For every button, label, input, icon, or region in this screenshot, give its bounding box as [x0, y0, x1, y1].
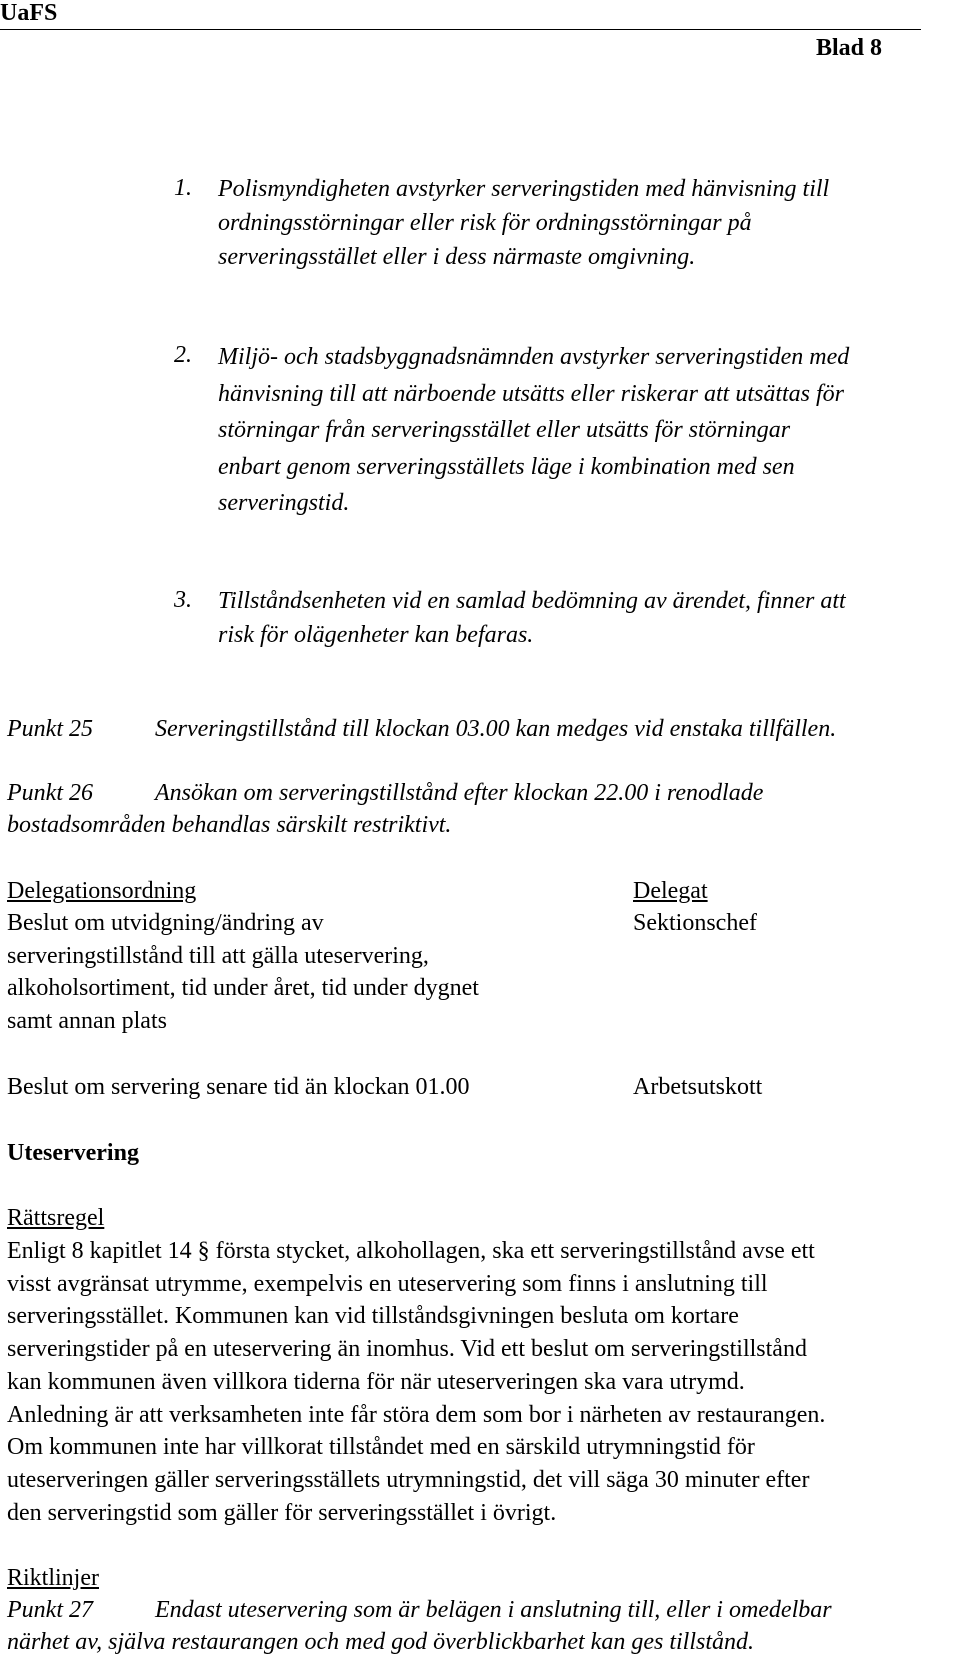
delegation-row2-delegate: Arbetsutskott	[633, 1074, 763, 1100]
item-2-number: 2.	[174, 342, 192, 368]
rule-line: Enligt 8 kapitlet 14 § första stycket, alkohollagen, ska ett serveringstillstånd avse ett	[7, 1238, 815, 1264]
rule-heading: Rättsregel	[7, 1205, 105, 1231]
delegation-col1-header: Delegationsordning	[7, 878, 197, 904]
rule-line: Anledning är att verksamheten inte får störa dem som bor i närheten av restaurangen.	[7, 1401, 826, 1428]
item-2-line: serveringstid.	[218, 490, 350, 516]
delegation-row1-line: samt annan plats	[7, 1007, 167, 1034]
rule-line: uteserveringen gäller serveringsställets utrymningstid, det vill säga 30 minuter efter	[7, 1466, 810, 1493]
delegation-row1-text	[7, 907, 479, 1037]
rule-line: serveringstider på en uteservering än inomhus. Vid ett beslut om serveringstillstånd	[7, 1336, 807, 1363]
header-org: UaFS	[0, 0, 58, 26]
punkt-27-line1: Endast uteservering som är belägen i anslutning till, eller i omedelbar	[155, 1597, 832, 1623]
item-2-line: störningar från serveringsstället eller utsätts för störningar	[218, 417, 791, 443]
page-number: Blad 8	[816, 35, 883, 61]
item-2-line: hänvisning till att närboende utsätts eller riskerar att utsättas för	[218, 380, 845, 407]
item-2-line: Miljö- och stadsbyggnadsnämnden avstyrker serveringstiden med	[218, 344, 850, 370]
punkt-25-text: Serveringstillstånd till klockan 03.00 kan medges vid enstaka tillfällen.	[155, 716, 837, 742]
item-3-line: Tillståndsenheten vid en samlad bedömning av ärendet, finner att	[218, 588, 846, 614]
item-3-text	[218, 584, 846, 652]
delegation-row1-line: alkoholsortiment, tid under året, tid under dygnet	[7, 975, 479, 1001]
rule-line: visst avgränsat utrymme, exempelvis en uteservering som finns i anslutning till	[7, 1270, 768, 1297]
delegation-row1-delegate: Sektionschef	[633, 910, 757, 936]
item-1-line: ordningsstörningar eller risk för ordningsstörningar på	[218, 210, 752, 236]
item-3-line: risk för olägenheter kan befaras.	[218, 622, 534, 648]
item-2-line: enbart genom serveringsställets läge i kombination med sen	[218, 453, 795, 480]
item-1-text	[218, 172, 829, 274]
rule-text	[7, 1235, 825, 1529]
item-3-number: 3.	[174, 587, 192, 613]
delegation-row1-line: serveringstillstånd till att gälla uteservering,	[7, 942, 429, 969]
delegation-row1-line: Beslut om utvidgning/ändring av	[7, 910, 324, 936]
rule-line: den serveringstid som gäller för serveringsstället i övrigt.	[7, 1499, 557, 1526]
delegation-row2-text: Beslut om servering senare tid än klockan 01.00	[7, 1074, 470, 1100]
item-1-line: serveringsstället eller i dess närmaste omgivning.	[218, 244, 696, 270]
section-heading: Uteservering	[7, 1140, 139, 1166]
item-1-line: Polismyndigheten avstyrker serveringstiden med hänvisning till	[218, 176, 830, 202]
punkt-26-line1: Ansökan om serveringstillstånd efter klockan 22.00 i renodlade	[155, 780, 764, 806]
punkt-27-line2: närhet av, själva restaurangen och med god överblickbarhet kan ges tillstånd.	[7, 1629, 754, 1655]
punkt-26-label: Punkt 26	[7, 780, 93, 806]
punkt-27-label: Punkt 27	[7, 1597, 93, 1623]
guidelines-heading: Riktlinjer	[7, 1565, 99, 1591]
rule-line: serveringsstället. Kommunen kan vid tillståndsgivningen besluta om kortare	[7, 1303, 739, 1330]
item-1-number: 1.	[174, 175, 192, 201]
rule-line: kan kommunen även villkora tiderna för när uteserveringen ska vara utrymd.	[7, 1368, 745, 1395]
rule-line: Om kommunen inte har villkorat tillståndet med en särskild utrymningstid för	[7, 1434, 755, 1461]
delegation-col2-header: Delegat	[633, 878, 708, 904]
punkt-25-label: Punkt 25	[7, 716, 93, 742]
header-rule	[0, 29, 921, 30]
item-2-text	[218, 339, 849, 522]
punkt-26-line2: bostadsområden behandlas särskilt restriktivt.	[7, 812, 452, 838]
